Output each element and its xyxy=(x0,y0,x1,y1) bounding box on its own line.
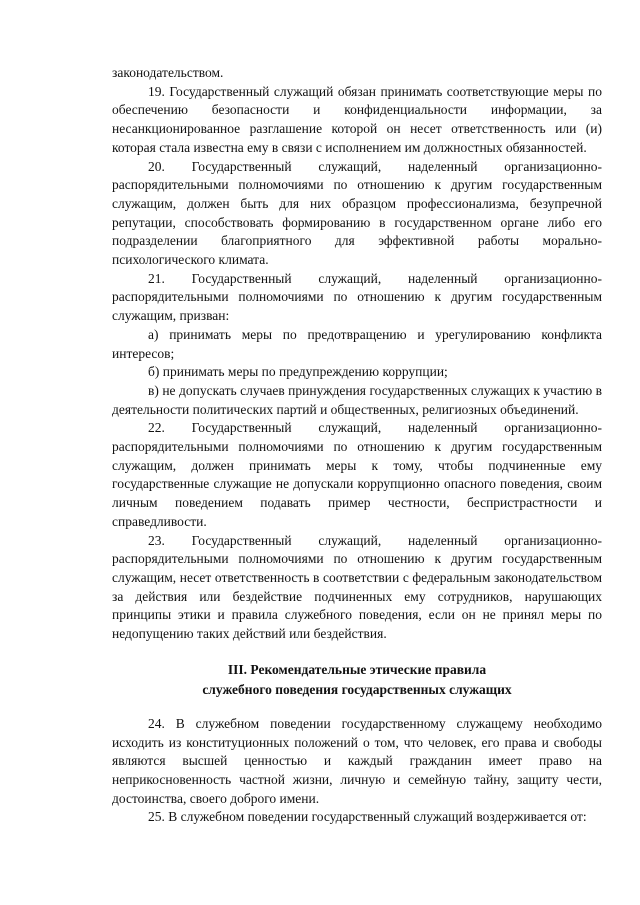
paragraph-22: 22. Государственный служащий, наделенный организационно-распорядительными полномочиями по отношению к другим государственным служащим, должен принимать меры к тому, чтобы подчиненные ему государственные служащие не допускали коррупционно опасного поведения, своим личным поведением подавать пример честности, беспристрастности и справедливости. xyxy=(112,420,602,529)
paragraph-20: 20. Государственный служащий, наделенный организационно-распорядительными полномочиями по отношению к другим государственным служащим, должен быть для них образцом профессионализма, безупречной репутации, способствовать формированию в государственном органе либо его подразделении благоприятного для эффективной работы морально-психологического климата. xyxy=(112,158,602,268)
paragraph-continuation: законодательством. xyxy=(112,65,224,80)
paragraph-23: 23. Государственный служащий, наделенный организационно-распорядительными полномочиями по отношению к другим государственным служащим, несет ответственность в соответствии с федеральным законодательством за действия или бездействие подчиненных ему сотрудников, нарушающих принципы этики и правила служебного поведения, если он не принял меры по недопущению таких действий или бездействия. xyxy=(112,532,602,642)
paragraph-24: 24. В служебном поведении государственному служащему необходимо исходить из конституционных положений о том, что человек, его права и свободы являются высшей ценностью и каждый гражданин имеет право на неприкосновенность частной жизни, личную и семейную тайну, защиту чести, достоинства, своего доброго имени. xyxy=(112,715,602,806)
section-heading-line-2: служебного поведения государственных служащих xyxy=(202,681,512,697)
paragraph-25: 25. В служебном поведении государственный служащий воздерживается от: xyxy=(148,809,587,825)
section-heading-line-1: III. Рекомендательные этические правила xyxy=(227,661,487,677)
document-page xyxy=(112,64,602,827)
paragraph-21-a: а) принимать меры по предотвращению и урегулированию конфликта интересов; xyxy=(112,326,602,361)
paragraph-19: 19. Государственный служащий обязан принимать соответствующие меры по обеспечению безопасности и конфиденциальности информации, за несанкционированное разглашение которой он несет ответственность или (и) которая стала известна ему в связи с исполнением им должностных обязанностей. xyxy=(112,83,602,155)
paragraph-21-v: в) не допускать случаев принуждения государственных служащих к участию в деятельности политических партий и общественных, религиозных объединений. xyxy=(112,382,602,417)
paragraph-21: 21. Государственный служащий, наделенный организационно-распорядительными полномочиями по отношению к другим государственным служащим, призван: xyxy=(112,270,602,324)
section-heading xyxy=(112,660,602,700)
paragraph-21-b: б) принимать меры по предупреждению коррупции; xyxy=(148,364,448,380)
